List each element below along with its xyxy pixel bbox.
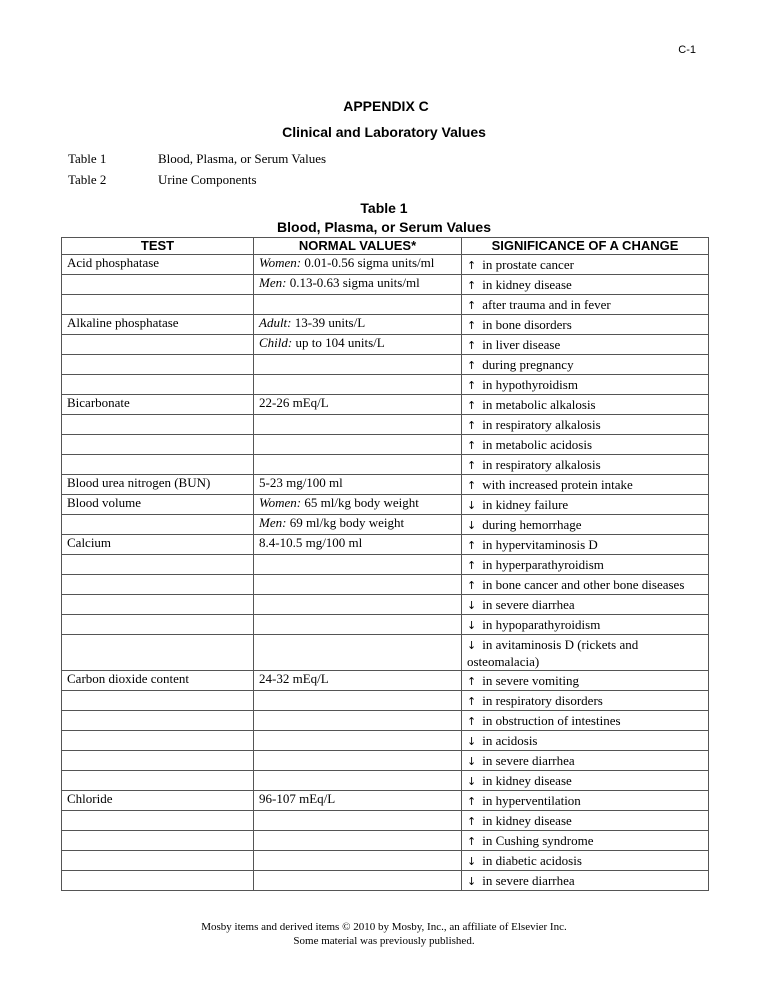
- normal-value-cell: [254, 435, 462, 455]
- test-name-cell: Bicarbonate: [62, 395, 254, 415]
- arrow-down-icon: ↓: [467, 855, 477, 868]
- test-name-cell: [62, 575, 254, 595]
- significance-text: in liver disease: [479, 337, 561, 352]
- significance-text: in kidney failure: [479, 497, 569, 512]
- test-name-cell: [62, 435, 254, 455]
- significance-cell: [462, 811, 709, 831]
- arrow-down-icon: ↓: [467, 735, 477, 748]
- table-row: [62, 555, 709, 575]
- toc-number: Table 2: [68, 172, 107, 187]
- arrow-up-icon: ↑: [467, 439, 477, 452]
- arrow-down-icon: ↓: [467, 875, 477, 888]
- test-name-cell: [62, 415, 254, 435]
- significance-cell: [462, 615, 709, 635]
- table-row: [62, 751, 709, 771]
- significance-cell: [462, 751, 709, 771]
- normal-value-cell: [254, 771, 462, 791]
- significance-cell: [462, 871, 709, 891]
- normal-value-cell: [254, 731, 462, 751]
- significance-text: in hypothyroidism: [479, 377, 578, 392]
- table-row: [62, 575, 709, 595]
- normal-value-cell: [254, 395, 462, 415]
- arrow-down-icon: ↓: [467, 619, 477, 632]
- test-name-cell: [62, 595, 254, 615]
- normal-value-text: 69 ml/kg body weight: [286, 515, 405, 530]
- arrow-up-icon: ↑: [467, 299, 477, 312]
- arrow-up-icon: ↑: [467, 359, 477, 372]
- test-name-cell: [62, 295, 254, 315]
- table-row: [62, 455, 709, 475]
- normal-value-cell: [254, 295, 462, 315]
- significance-text: in respiratory alkalosis: [479, 417, 601, 432]
- table-row: [62, 851, 709, 871]
- normal-value-cell: [254, 515, 462, 535]
- significance-text: in kidney disease: [479, 773, 572, 788]
- significance-text: after trauma and in fever: [479, 297, 611, 312]
- test-name-cell: [62, 731, 254, 751]
- significance-text: in obstruction of intestines: [479, 713, 621, 728]
- significance-text: in respiratory alkalosis: [479, 457, 601, 472]
- significance-cell: [462, 455, 709, 475]
- arrow-up-icon: ↑: [467, 795, 477, 808]
- significance-text: in diabetic acidosis: [479, 853, 582, 868]
- table-row: [62, 635, 709, 671]
- significance-cell: [462, 275, 709, 295]
- population-qualifier: Child:: [259, 335, 293, 350]
- test-name-cell: Calcium: [62, 535, 254, 555]
- arrow-up-icon: ↑: [467, 695, 477, 708]
- significance-text: in bone cancer and other bone diseases: [479, 577, 685, 592]
- table-row: [62, 375, 709, 395]
- normal-value-cell: [254, 275, 462, 295]
- significance-cell: [462, 295, 709, 315]
- test-name-cell: [62, 455, 254, 475]
- arrow-up-icon: ↑: [467, 479, 477, 492]
- test-name-cell: Carbon dioxide content: [62, 671, 254, 691]
- table-row: [62, 395, 709, 415]
- significance-text: in metabolic alkalosis: [479, 397, 596, 412]
- normal-value-text: 96-107 mEq/L: [259, 791, 336, 806]
- significance-cell: [462, 515, 709, 535]
- arrow-up-icon: ↑: [467, 675, 477, 688]
- arrow-down-icon: ↓: [467, 755, 477, 768]
- table-row: [62, 595, 709, 615]
- normal-value-cell: [254, 355, 462, 375]
- table-row: [62, 355, 709, 375]
- test-name-cell: [62, 751, 254, 771]
- significance-text: in metabolic acidosis: [479, 437, 593, 452]
- arrow-up-icon: ↑: [467, 379, 477, 392]
- header-normal-values: NORMAL VALUES*: [254, 238, 462, 255]
- significance-text: in avitaminosis D (rickets and osteomalacia): [467, 637, 639, 669]
- significance-cell: [462, 475, 709, 495]
- significance-cell: [462, 731, 709, 751]
- test-name-cell: [62, 615, 254, 635]
- normal-value-text: 13-39 units/L: [291, 315, 366, 330]
- test-name-cell: [62, 375, 254, 395]
- test-name-cell: [62, 711, 254, 731]
- arrow-down-icon: ↓: [467, 639, 477, 652]
- test-name-cell: [62, 871, 254, 891]
- arrow-up-icon: ↑: [467, 539, 477, 552]
- toc-entry: [68, 151, 326, 167]
- table-row: [62, 731, 709, 751]
- toc-label: Urine Components: [158, 172, 257, 187]
- significance-cell: [462, 335, 709, 355]
- population-qualifier: Men:: [259, 275, 287, 290]
- table-row: [62, 475, 709, 495]
- test-name-cell: Blood urea nitrogen (BUN): [62, 475, 254, 495]
- table-row: [62, 691, 709, 711]
- arrow-up-icon: ↑: [467, 399, 477, 412]
- normal-value-cell: [254, 691, 462, 711]
- header-test: TEST: [62, 238, 254, 255]
- appendix-subtitle: Clinical and Laboratory Values: [282, 124, 486, 140]
- normal-value-cell: [254, 535, 462, 555]
- significance-text: with increased protein intake: [479, 477, 633, 492]
- test-name-cell: Alkaline phosphatase: [62, 315, 254, 335]
- normal-value-text: 24-32 mEq/L: [259, 671, 329, 686]
- significance-text: in Cushing syndrome: [479, 833, 594, 848]
- toc-number: Table 1: [68, 151, 107, 166]
- arrow-up-icon: ↑: [467, 319, 477, 332]
- significance-cell: [462, 831, 709, 851]
- test-name-cell: Blood volume: [62, 495, 254, 515]
- test-name-cell: [62, 851, 254, 871]
- test-name-cell: Acid phosphatase: [62, 255, 254, 275]
- significance-cell: [462, 415, 709, 435]
- significance-text: in hypoparathyroidism: [479, 617, 601, 632]
- table-row: [62, 615, 709, 635]
- normal-value-cell: [254, 871, 462, 891]
- table-row: [62, 811, 709, 831]
- normal-value-cell: [254, 671, 462, 691]
- test-name-cell: [62, 831, 254, 851]
- population-qualifier: Women:: [259, 495, 302, 510]
- normal-value-text: 5-23 mg/100 ml: [259, 475, 343, 490]
- significance-cell: [462, 495, 709, 515]
- toc-label: Blood, Plasma, or Serum Values: [158, 151, 327, 166]
- significance-text: in severe vomiting: [479, 673, 580, 688]
- test-name-cell: [62, 635, 254, 671]
- copyright-line: Mosby items and derived items © 2010 by Mosby, Inc., an affiliate of Elsevier Inc.: [201, 921, 567, 933]
- normal-value-cell: [254, 255, 462, 275]
- test-name-cell: [62, 771, 254, 791]
- test-name-cell: [62, 335, 254, 355]
- normal-value-cell: [254, 555, 462, 575]
- significance-text: during hemorrhage: [479, 517, 582, 532]
- normal-value-text: 8.4-10.5 mg/100 ml: [259, 535, 363, 550]
- table-row: [62, 315, 709, 335]
- arrow-up-icon: ↑: [467, 419, 477, 432]
- footer: [0, 920, 768, 948]
- significance-text: in acidosis: [479, 733, 538, 748]
- table-row: [62, 495, 709, 515]
- toc-entry: [68, 172, 257, 188]
- table-row: [62, 255, 709, 275]
- test-name-cell: [62, 555, 254, 575]
- normal-value-cell: [254, 635, 462, 671]
- normal-value-text: 65 ml/kg body weight: [301, 495, 419, 510]
- normal-value-cell: [254, 415, 462, 435]
- normal-value-cell: [254, 595, 462, 615]
- arrow-down-icon: ↓: [467, 519, 477, 532]
- normal-value-cell: [254, 831, 462, 851]
- significance-cell: [462, 791, 709, 811]
- normal-value-cell: [254, 335, 462, 355]
- significance-cell: [462, 671, 709, 691]
- arrow-up-icon: ↑: [467, 279, 477, 292]
- arrow-down-icon: ↓: [467, 599, 477, 612]
- significance-cell: [462, 691, 709, 711]
- appendix-title-text: APPENDIX C: [343, 98, 429, 114]
- test-name-cell: Chloride: [62, 791, 254, 811]
- arrow-down-icon: ↓: [467, 499, 477, 512]
- appendix-title: [0, 98, 768, 114]
- arrow-up-icon: ↑: [467, 259, 477, 272]
- normal-value-cell: [254, 575, 462, 595]
- normal-value-cell: [254, 711, 462, 731]
- test-name-cell: [62, 275, 254, 295]
- table-header-row: [62, 238, 709, 255]
- significance-cell: [462, 711, 709, 731]
- arrow-up-icon: ↑: [467, 715, 477, 728]
- arrow-down-icon: ↓: [467, 775, 477, 788]
- normal-value-cell: [254, 375, 462, 395]
- table-title: Table 1: [360, 200, 408, 216]
- significance-text: in severe diarrhea: [479, 873, 575, 888]
- normal-value-text: up to 104 units/L: [292, 335, 385, 350]
- table-row: [62, 295, 709, 315]
- table-row: [62, 435, 709, 455]
- normal-value-cell: [254, 475, 462, 495]
- population-qualifier: Men:: [259, 515, 287, 530]
- significance-cell: [462, 375, 709, 395]
- arrow-up-icon: ↑: [467, 459, 477, 472]
- arrow-up-icon: ↑: [467, 835, 477, 848]
- normal-value-cell: [254, 791, 462, 811]
- significance-text: in kidney disease: [479, 813, 572, 828]
- significance-cell: [462, 575, 709, 595]
- table-row: [62, 335, 709, 355]
- population-qualifier: Women:: [259, 255, 302, 270]
- header-significance: SIGNIFICANCE OF A CHANGE: [462, 238, 709, 255]
- table-row: [62, 275, 709, 295]
- values-table: [61, 237, 709, 891]
- significance-cell: [462, 771, 709, 791]
- significance-text: in severe diarrhea: [479, 597, 575, 612]
- significance-cell: [462, 395, 709, 415]
- significance-text: in prostate cancer: [479, 257, 574, 272]
- significance-cell: [462, 535, 709, 555]
- table-row: [62, 771, 709, 791]
- test-name-cell: [62, 691, 254, 711]
- normal-value-cell: [254, 751, 462, 771]
- test-name-cell: [62, 811, 254, 831]
- normal-value-cell: [254, 851, 462, 871]
- normal-value-cell: [254, 811, 462, 831]
- significance-cell: [462, 435, 709, 455]
- normal-value-text: 0.01-0.56 sigma units/ml: [301, 255, 435, 270]
- normal-value-text: 22-26 mEq/L: [259, 395, 329, 410]
- table-row: [62, 791, 709, 811]
- table-row: [62, 711, 709, 731]
- arrow-up-icon: ↑: [467, 339, 477, 352]
- significance-cell: [462, 851, 709, 871]
- publication-note: Some material was previously published.: [293, 935, 475, 947]
- significance-text: in hyperventilation: [479, 793, 581, 808]
- table-row: [62, 515, 709, 535]
- significance-cell: [462, 355, 709, 375]
- test-name-cell: [62, 515, 254, 535]
- normal-value-text: 0.13-0.63 sigma units/ml: [286, 275, 420, 290]
- normal-value-cell: [254, 455, 462, 475]
- table-body: [62, 255, 709, 891]
- significance-cell: [462, 315, 709, 335]
- table-row: [62, 671, 709, 691]
- significance-text: in bone disorders: [479, 317, 572, 332]
- significance-cell: [462, 595, 709, 615]
- table-row: [62, 871, 709, 891]
- table-row: [62, 535, 709, 555]
- normal-value-cell: [254, 615, 462, 635]
- normal-value-cell: [254, 495, 462, 515]
- significance-text: during pregnancy: [479, 357, 574, 372]
- table-row: [62, 831, 709, 851]
- normal-value-cell: [254, 315, 462, 335]
- arrow-up-icon: ↑: [467, 559, 477, 572]
- significance-text: in hyperparathyroidism: [479, 557, 604, 572]
- table-subtitle: Blood, Plasma, or Serum Values: [277, 219, 491, 235]
- significance-text: in severe diarrhea: [479, 753, 575, 768]
- significance-cell: [462, 255, 709, 275]
- significance-text: in kidney disease: [479, 277, 572, 292]
- page-number: C-1: [678, 44, 696, 56]
- arrow-up-icon: ↑: [467, 579, 477, 592]
- population-qualifier: Adult:: [259, 315, 292, 330]
- significance-text: in respiratory disorders: [479, 693, 603, 708]
- test-name-cell: [62, 355, 254, 375]
- significance-cell: [462, 555, 709, 575]
- table-row: [62, 415, 709, 435]
- significance-text: in hypervitaminosis D: [479, 537, 598, 552]
- arrow-up-icon: ↑: [467, 815, 477, 828]
- significance-cell: [462, 635, 709, 671]
